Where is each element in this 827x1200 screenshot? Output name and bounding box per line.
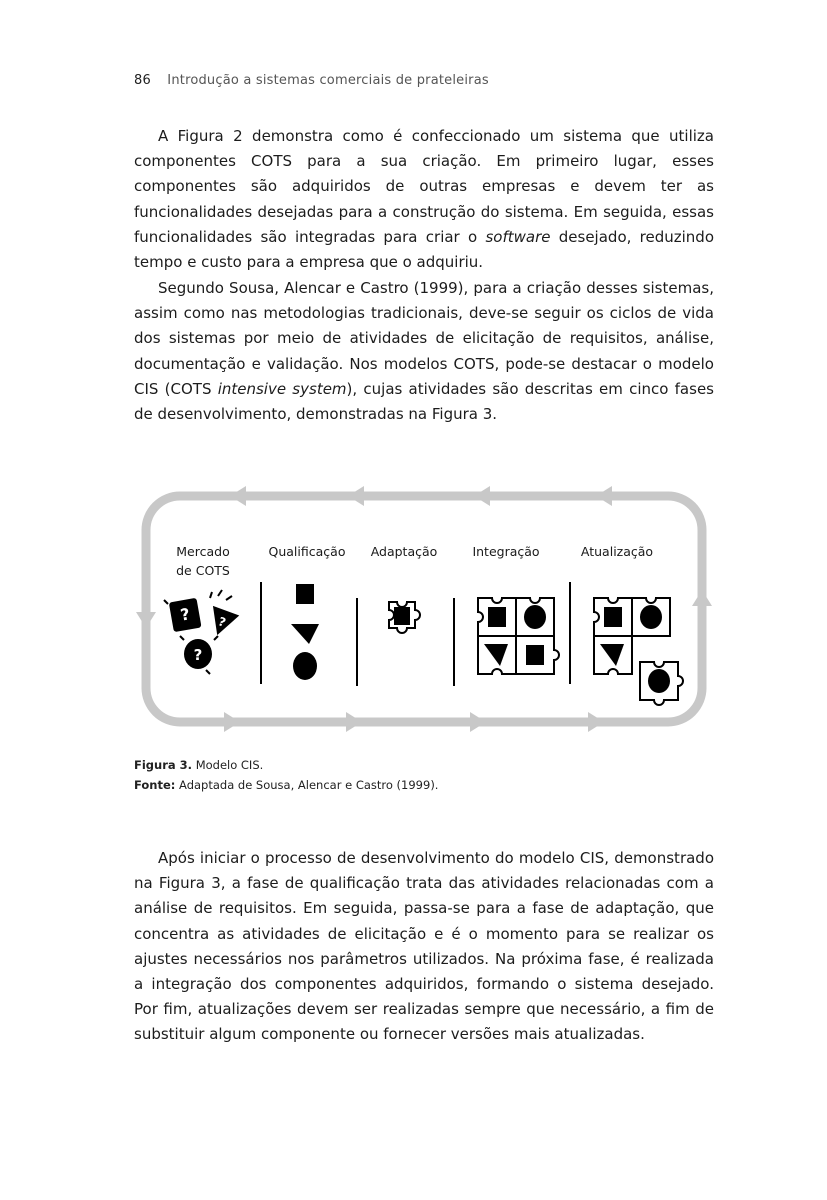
paragraph-1-text-b: desejado, reduzindo tempo e custo para a empresa que o adquiriu. [134, 227, 715, 272]
paragraph-1 [134, 124, 714, 275]
stage-label-adaptation: Adaptação [370, 544, 438, 559]
qualification-shapes-icon [291, 584, 319, 680]
arrow-down [136, 612, 156, 628]
triangle-shape [291, 624, 319, 644]
stage-label-market-1: Mercado [176, 544, 230, 559]
stage-label-qualification: Qualificação [268, 544, 346, 559]
market-components-icon [164, 590, 239, 674]
paragraph-1-text-a: A Figura 2 demonstra como é confeccionado um sistema que utiliza componentes COTS para a sua criação. Em primeiro lugar, esses componentes são adquiridos de outras empresas e devem ter as funcionalidades desejadas para a construção do sistema. Em seguida, essas funcionalidades são integradas para criar o [134, 127, 714, 246]
paragraph-2-italic: intensive system [217, 379, 347, 398]
adaptation-puzzle-icon [389, 602, 420, 633]
arrow-right [224, 712, 240, 732]
arrow-up [692, 590, 712, 606]
paragraph-2-text-b: ), cujas atividades são descritas em cinco fases de desenvolvimento, demonstradas na Figura 3. [134, 379, 714, 424]
arrow-right [470, 712, 486, 732]
figure-caption [134, 758, 263, 772]
arrow-left [474, 486, 490, 506]
arrow-left [348, 486, 364, 506]
paragraph-2 [134, 276, 714, 427]
paragraph-1-italic: software [485, 227, 551, 246]
integration-puzzle-icon [478, 598, 559, 674]
running-header [134, 73, 489, 88]
source-label: Fonte: [134, 778, 176, 792]
cis-cycle-diagram [126, 474, 718, 746]
paragraph-2-text-a: Segundo Sousa, Alencar e Castro (1999), para a criação desses sistemas, assim como nas metodologias tradicionais, deve-se seguir os ciclos de vida dos sistemas por meio de atividades de elicitação de requisitos, análise, documentação e validação. Nos modelos COTS, pode-se destacar o modelo CIS (COTS [134, 279, 714, 398]
paragraph-3-text: Após iniciar o processo de desenvolvimento do modelo CIS, demonstrado na Figura 3, a fase de qualificação trata das atividades relacionadas com a análise de requisitos. Em seguida, passa-se para a fase de adaptação, que concentra as atividades de elicitação e é o momento para se realizar os ajustes necessários nos parâmetros utilizados. Na próxima fase, é realizada a integração dos componentes adquiridos, formando o sistema desejado. Por fim, atualizações devem ser realizadas sempre que necessário, a fim de substituir algum componente ou fornecer versões mais atualizadas. [134, 849, 714, 1044]
svg-text:?: ? [216, 614, 228, 630]
running-title: Introdução a sistemas comerciais de prateleiras [167, 73, 489, 88]
arrow-left [230, 486, 246, 506]
paragraph-3 [134, 846, 714, 1048]
page-number: 86 [134, 73, 151, 88]
svg-text:?: ? [178, 604, 192, 625]
square-shape [296, 584, 314, 604]
update-puzzle-icon [594, 598, 683, 705]
circle-shape [293, 652, 317, 680]
figure-title: Modelo CIS. [195, 758, 264, 772]
figure-source [134, 778, 438, 792]
arrow-right [588, 712, 604, 732]
stage-label-integration: Integração [472, 544, 540, 559]
svg-text:?: ? [193, 646, 203, 664]
arrow-left [596, 486, 612, 506]
source-text: Adaptada de Sousa, Alencar e Castro (1999). [179, 778, 439, 792]
arrow-right [346, 712, 362, 732]
stage-label-market-2: de COTS [176, 563, 230, 578]
figure-label: Figura 3. [134, 758, 193, 772]
figure-cis-model [126, 474, 718, 746]
stage-label-update: Atualização [580, 544, 654, 559]
